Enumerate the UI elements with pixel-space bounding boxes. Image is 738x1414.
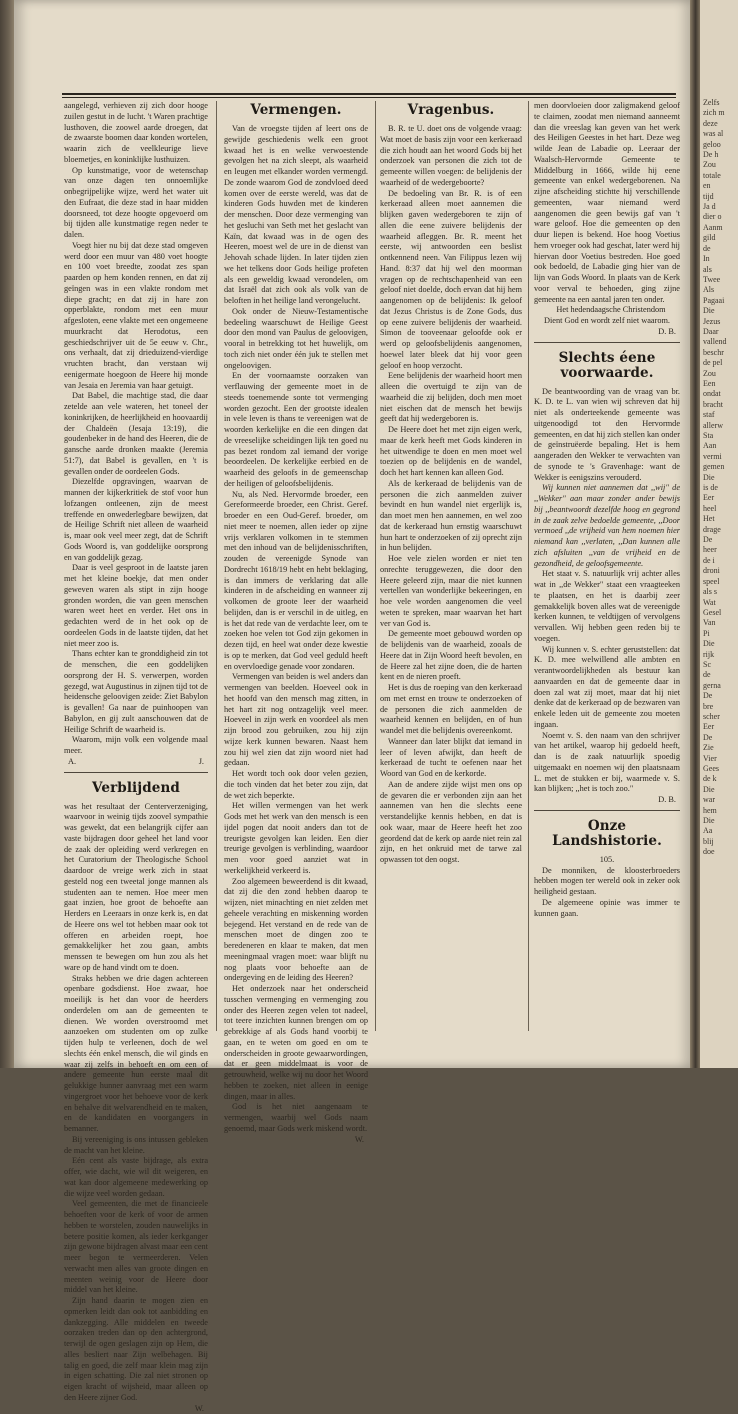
- adjacent-page-line: rijk: [700, 650, 738, 660]
- signature-left: A.: [68, 757, 76, 768]
- adjacent-page-line: Die: [700, 306, 738, 316]
- article-paragraph: Veel gemeenten, die met de financieele behoeften voor de kerk of voor de armen hebben te worstelen, zouden nauwelijks in betere positie komen, als ieder kerkganger zijn gewone bijdragen alvast maar een cent meer begon te vermeerderen. Velen verwacht men alles van groote dingen en meenten weinig voor de Heere door middel van het kleine.: [64, 1199, 208, 1296]
- article-paragraph: De bedoeling van Br. R. is of een kerkeraad alleen moet aannemen die blijken gaven wedergeboren te zijn of allen die eene zuivere belijdenis der waarheid afleggen. Br. R. meent het eerste, wij antwoorden een beslist ontkennend neen. Van Filippus lezen wij Hand. 8:37 dat hij wel den moorman vragen op de rechtschapenheid van een geloof niet doelde, doch ervan dat hij hem aangenomen op de belijdenis: Ik geloof dat Jezus Christus is de Zone Gods, dus op eene zuivere belijdenis der waarheid. Simon de tooveenaar geloofde ook er werd op geloofsbelijdenis aangenomen, hoewel later bleek dat hij voor geen geloof en hoop verzocht.: [380, 189, 522, 372]
- column-rule: [216, 101, 217, 1031]
- adjacent-page-line: als s: [700, 587, 738, 597]
- adjacent-page-line: Pagaai: [700, 296, 738, 306]
- article-paragraph: Aan de andere zijde wijst men ons op de gevaren die er verbonden zijn aan het aannemen van hen die slechts eene verstandelijke kennis hebben, en dat is ook waar, maar de Heere heeft het zoo geordend dat de kerk op aarde niet rein zal zijn, en het onkruid met de tarwe zal opwassen tot den oogst.: [380, 780, 522, 866]
- adjacent-page-line: Een: [700, 379, 738, 389]
- article-paragraph: Het is dus de roeping van den kerkeraad om met ernst en trouw te onderzoeken of de personen die zich aanmelden de waarheid kennen en belijden, en of hun wandel met die belijdenis overeenkomt.: [380, 683, 522, 737]
- adjacent-page-line: staf: [700, 410, 738, 420]
- adjacent-page-line: en: [700, 181, 738, 191]
- article-paragraph: Diezelfde opgravingen, waarvan de mannen der kijkerkritiek de stof voor hun lofzangen ontleenen, zijn de meest treffende en onwederlegbare bewijzen, dat de Heilige Schrift niet alleen de waarheid is, maar ook veel meer zegt, dat de Schrift Gods Woord is, van goddelijke oorsprong en van goddelijk gezag.: [64, 477, 208, 563]
- article-paragraph: Wanneer dan later blijkt dat iemand in leer of leven afwijkt, dan heeft de kerkeraad de tucht te oefenen naar het Woord van God en de kerkorde.: [380, 737, 522, 780]
- adjacent-page-line: Aan: [700, 441, 738, 451]
- adjacent-page-line: De: [700, 691, 738, 701]
- adjacent-page-line: de: [700, 244, 738, 254]
- adjacent-page-line: Die: [700, 816, 738, 826]
- adjacent-page-line: de: [700, 670, 738, 680]
- article-heading: Vermengen.: [224, 101, 368, 124]
- article-paragraph: Noemt v. S. den naam van den schrijver van het artikel, waarop hij gedoeld heeft, dan is de zaak natuurlijk spoedig uitgemaakt en noemen wij den plaatsnaam L. met de stukken er bij, waarmede v. S. kan blijken; ,,het is toch zoo.": [534, 731, 680, 796]
- column-3: [380, 101, 522, 866]
- article-paragraph: Zijn hand daarin te mogen zien en opmerken leidt dan ook tot aanbidding en dankzegging. Alle middelen en tweede oorzaken treden dan op den achtergrond, terwijl de ogen geslagen zijn op Hem, die alles besliert naar Zijn welbehagen. Bij talig en goed, die zelf maar klein mag zijn in eigen schatting. Die zal niet stronen op eigen kracht of wijsheid, maar alleen op den Heere zijner God.: [64, 1296, 208, 1404]
- adjacent-page-line: bre: [700, 702, 738, 712]
- article-paragraph: Wij kunnen niet aannemen dat ,,wij" de ,,Wekker" aan maar zonder ander bewijs bij ,,beantwoordt dezelfde hoog en gegrond in de zaak zelve bedoelde gemeente, ,,Door vermoed ,,de vrijheid van hem noemen hier niemand kan ,,verlaten, ,,Dan kunnen alle zich afsluiten ,,van de vrijheid en de gezondheid, de geloofsgemeente.: [534, 483, 680, 569]
- verblijdend-article: [64, 779, 208, 1414]
- adjacent-page-line: Die: [700, 639, 738, 649]
- adjacent-page-line: Het: [700, 514, 738, 524]
- signature: [64, 757, 208, 768]
- adjacent-page-line: heel: [700, 504, 738, 514]
- adjacent-page-line: Vier: [700, 754, 738, 764]
- article-heading: Onze Landshistorie.: [534, 817, 680, 855]
- adjacent-page-line: Zie: [700, 743, 738, 753]
- article-paragraph: Voegt hier nu bij dat deze stad omgeven werd door een muur van 480 voet hoogte en 100 voet breedte, zoodat zes span paarden op hem konden rennen, en dat zij geïngen was in een vlakte rondom met diepe gracht; en dat zij in hare zon opperblakte, rondom met een muur afgesloten, eene vlakte met een ongemeene muurkracht dat Herodotus, een geschiedschrijver uit de 5e eeuw v. Chr., ons verhaalt, dat zij drieduizend-vierdige vruchten bracht, dan verstaan wij eenigermate hoegoon de Heere hij monde van Jesaia en Jeremia van haar getuigt.: [64, 241, 208, 392]
- adjacent-page-line: allerw: [700, 421, 738, 431]
- adjacent-page-line: de i: [700, 556, 738, 566]
- installment-number: 105.: [534, 855, 680, 866]
- article-paragraph: Daar is veel gesproot in de laatste jaren met het kleine boekje, dat men onder geweven waren als stipt in zijn hooge gronden worden, die van geen menschen waren weet heet en verder. Het ons in gedachten werd de in het ook op de oordeelen Gods in de laatste tijden, dat het niet meer zoo is.: [64, 563, 208, 649]
- article-separator: [534, 342, 680, 343]
- column-rule: [528, 101, 529, 1031]
- adjacent-page-line: blij: [700, 837, 738, 847]
- adjacent-page-line: Zou: [700, 369, 738, 379]
- article-paragraph: Dat Babel, die machtige stad, die daar zetelde aan vele wateren, het toneel der koninkrijken, de heerlijkheid en hoovaardij der Chaldeën (Jesaja 13:19), die goudenbeker in de hand des Heeren, die de gansche aarde dronken maakte (Jeremia 51:7), dat Babel is gevallen, en 't is gevallen onder de oordeelen Gods.: [64, 391, 208, 477]
- adjacent-page-line: dier o: [700, 212, 738, 222]
- adjacent-page-line: In: [700, 254, 738, 264]
- article-paragraph: Van de vroegste tijden af leert ons de gewijde geschiedenis welk een groot kwaad het is en welke verwoestende gevolgen het na zich sleept, als waarheid en leugen met elkander worden vermengd. De zonde waarom God de zondvloed deed komen over de eerste wereld, was dat de kinderen Gods huwden met de kinderen der menschen. Door deze vermenging van het gesluchi van Seth met het geslacht van Kaïn, dat kwaad was in de ogen des Heeren, moest wel de ure in de dienst van Jehovah schade lijden. In later tijden zien we het telkens door Gods heilige profeten als een geweldig kwaad verondelen, om dat Israël dat zich ook als volk van de beloften in het heilige land verongelucht.: [224, 124, 368, 307]
- article-separator: [64, 772, 208, 773]
- adjacent-page-line: Zou: [700, 160, 738, 170]
- adjacent-page-line: Eer: [700, 493, 738, 503]
- adjacent-page-line: Die: [700, 473, 738, 483]
- adjacent-page-line: Die: [700, 785, 738, 795]
- adjacent-page-line: beschr: [700, 348, 738, 358]
- article-paragraph: De gemeente moet gebouwd worden op de belijdenis van de waarheid, zooals de Heere dat in Zijn Woord heeft bevolen, en de Heere zal het zijne doen, die de harten kent en de nieren proeft.: [380, 629, 522, 683]
- adjacent-page-line: is de: [700, 483, 738, 493]
- article-paragraph: Hoe vele zielen worden er niet ten onrechte teruggewezen, die door den Heere geleerd zijn, maar die niet kunnen vertellen van wonderlijke bekeeringen, en hoe vele worden aangenomen die veel weten te spreken, maar waarvan het hart ver van God is.: [380, 554, 522, 629]
- adjacent-page-line: Sta: [700, 431, 738, 441]
- article-paragraph: Eene belijdenis der waarheid hoort men alleen die overtuigd te zijn van de waarheid die zij belijden, doch men moet niet eischen dat de mensch het bewijs geeft dat hij wedergeboren is.: [380, 371, 522, 425]
- adjacent-page-line: war: [700, 795, 738, 805]
- adjacent-page-line: Als: [700, 285, 738, 295]
- adjacent-page-line: geloo: [700, 140, 738, 150]
- adjacent-page-line: de pel: [700, 358, 738, 368]
- column-1: [64, 101, 208, 1038]
- adjacent-page-line: was al: [700, 129, 738, 139]
- article-paragraph: aangelegd, verhieven zij zich door hooge zuilen gestut in de lucht. 't Waren prachtige lusthoven, die zoowel aarde droegen, dat de zwaarste boomen daar konden wortelen, waarin zich de veelkleurige lieve bloemetjes, en koninklijke lusthuizen.: [64, 101, 208, 166]
- signature: D. B.: [534, 327, 680, 338]
- adjacent-page-line: bracht: [700, 400, 738, 410]
- adjacent-page-line: Twee: [700, 275, 738, 285]
- article-paragraph: De Heere doet het met zijn eigen werk, maar de kerk heeft met Gods kinderen in het uitwendige te doen en men moet wel toezien op de belijdenis en de wandel, doch het hart kennen kan alleen God.: [380, 425, 522, 479]
- adjacent-page-line: gerna: [700, 681, 738, 691]
- article-paragraph: men doorvloeien door zaligmakend geloof te claimen, zoodat men niemand aanneemt dan die vreeslag kan geven van het werk des Heiligen Geestes in het hart. Deze weg wilde Jean de Labadie op. Leeraar der Waalsch-Hervormde Gemeente te Middelburg in 1666, wilde hij eene gemeente van enkel wedergeborenen. Na zijne afscheiding stichtte hij verschillende gemeenten, waar niemand werd aangenomen die geen bewijs gaf van 't ware geloof. Hoe die gemeenten op den duur liepen is bekend. Hoe hoog Voetius hem vroeger ook had geschat, later werd hij hiervan door Voetius bestreden. Hoe goed ook bedoeld, de Labadie ging hier van de lijn van Gods Woord. In plaats van de Kerk voor verval te behoeden, ging zijne gemeente na een aantal jaren ten onder.: [534, 101, 680, 305]
- column-rule: [375, 101, 376, 1031]
- adjacent-page-line: ondat: [700, 389, 738, 399]
- article-paragraph: Het wordt toch ook door velen gezien, die toch vinden dat het beter zou zijn, dat de wet zich beperkte.: [224, 769, 368, 801]
- header-rule-thin: [62, 97, 676, 98]
- adjacent-page-line: Wat: [700, 598, 738, 608]
- article-paragraph: Straks hebben we drie dagen achtereen openbare godsdienst. Hoe zwaar, hoe moeilijk is het dan voor de heerders onderdelen om aan de gemeenten te dienen. We worden overstroomd met aanzoeken om studenten om op zulke tijden hulp te verleenen, doch de wel slechts één enkel mensch, die wil ginds en waar zij zelfs in behoeft en om een of andere gemeente hun eerste maal dit gelukkige hunner aanvraag met een warm vingergroet voor het behoeve voor de kerk en behalve dit welvarendheid en te maken, en de kandidaten en voorgangers in bemanner.: [64, 974, 208, 1135]
- adjacent-page-line: vermi: [700, 452, 738, 462]
- adjacent-page-line: Pi: [700, 629, 738, 639]
- adjacent-page-line: zich m: [700, 108, 738, 118]
- adjacent-page-line: droni: [700, 566, 738, 576]
- article-paragraph: Het willen vermengen van het werk Gods met het werk van den mensch is een ijdel pogen dat nooit anders dan tot de treurigste gevolgen kan leiden. Een dier treurige gevolgen is verblinding, waardoor men voor goed aanziet wat in werkelijkheid verkeerd is.: [224, 801, 368, 876]
- adjacent-page-line: Gees: [700, 764, 738, 774]
- adjacent-page-line: drage: [700, 525, 738, 535]
- article-paragraph: De beantwoording van de vraag van br. K. D. te L. van wien wij schreven dat hij niet als onderteekende gemeente was uitgenoodigd tot den Hervormde gemeenten, en dat hij zich stellen kan onder de geïnstruëerde bepaling. Het is hem aangeraden den Wekker te verwachten van de synode te 's Gravenhage: want de Wekker is eenigszins verouderd.: [534, 387, 680, 484]
- adjacent-page-line: Aa: [700, 826, 738, 836]
- article-paragraph: De monniken, de kloosterbroeders hebben mogen ter wereld ook in zeker ook heiligheid gestaan.: [534, 866, 680, 898]
- column-4: [534, 101, 680, 919]
- adjacent-page-line: heer: [700, 545, 738, 555]
- article-separator: [534, 810, 680, 811]
- adjacent-page-line: als: [700, 265, 738, 275]
- adjacent-page-fragment: [700, 0, 738, 1068]
- article-heading: Vragenbus.: [380, 101, 522, 124]
- adjacent-page-line: De: [700, 733, 738, 743]
- article-paragraph: Thans echter kan te gronddigheid zin tot de menschen, die een goddelijken oorsprong der H. S. verwerpen, worden gezegd, wat Augustinus in zijnen tijd tot de heidensche geloovigen zeide: Ziet Babylon is gevallen! Ga naar de puinhoopen van Babylon, en gij zult aanschouwen dat de Heilige Schrift de waarheid is.: [64, 649, 208, 735]
- adjacent-page-line: gemen: [700, 462, 738, 472]
- article-paragraph: was het resultaat der Centerverzeniging, waarvoor in weinig tijds zoovel sympathie was gewekt, dat een belangrijk cijfer aan vaste bijdragen door geheel het land voor de zaak der opleiding werd verkregen en het Curatorium der Theologische School daardoor de vreige werk zich in staat gesteld nog een tweetal jonge mannen als studenten aan te nemen. Hoe meer men gaat inzien, hoe groot de behoefte aan Herders en Leeraars in onze kerk is, en dat de Heere ons wel tot hebben maar ook tot offeren en arbeiden roept, hoe gemakkelijker het zou gaan, ambts menssen te bewegen om hun zou als het ware op de hand vindt om te doen.: [64, 802, 208, 974]
- adjacent-page-line: scher: [700, 712, 738, 722]
- article-paragraph: Bij vereeniging is ons intussen gebleken de macht van het kleine.: [64, 1135, 208, 1157]
- adjacent-page-line: tijd: [700, 192, 738, 202]
- verse-lines: Het hedendaagsche Christendom Dient God en wordt zelf niet waarom.: [534, 305, 680, 327]
- adjacent-page-line: Eer: [700, 722, 738, 732]
- adjacent-page-line: hem: [700, 806, 738, 816]
- adjacent-page-line: Daar: [700, 327, 738, 337]
- adjacent-page-line: doe: [700, 847, 738, 857]
- signature: W.: [64, 1404, 208, 1414]
- article-heading: Slechts éene voorwaarde.: [534, 349, 680, 387]
- article-paragraph: Het staat v. S. natuurlijk vrij achter alles wat in ,,de Wekker" staat een vraagteeken te plaatsen, en het is daarbij zeer gemakkelijk boven alles wat de vereenigde kerken kunnen, te veldtijgen of vervolgens vervallen. Wij hebben geen reden bij te voegen.: [534, 569, 680, 644]
- article-paragraph: En der voornaamste oorzaken van verflauwing der gemeente moet in de steeds toenemende sonte tot vermenging worden gezocht. Een der grootste idealen in vele leven is thans te vereenigen wat de woorden kerkelijke en die een dingen dat de vreeselijke scheidingen lijk ten goed nu pas bezet rondom zal iemand der vorige beoordeelen. De kerkelijke eerbied en de waarheid des geloofs in de gemeenschap der heiligen of geloofsbelijdenis.: [224, 371, 368, 489]
- adjacent-page-line: De h: [700, 150, 738, 160]
- adjacent-page-line: De: [700, 535, 738, 545]
- article-paragraph: Als de kerkeraad de belijdenis van de personen die zich aanmelden zuiver bevindt en hun wandel niet ergerlijk is, dan moet men hen aannemen, en wel zoo dat de kerkeraad hun ernstig waarschuwt hun hart te onderzoeken of zij oprecht zijn in hun belijden.: [380, 479, 522, 554]
- article-paragraph: Nu, als Ned. Hervormde broeder, een Gereformeerde broeder, een Christ. Geref. broeder en een Oud-Geref. broeder, om niet meer te noemen, allen ieder op zijne vrijs verklaren volkomen in te stemmen met den inhoud van de belijdenisschriften, zouden de vereenigde Synode van Dordrecht 1618/19 hebt en hebt beklaging, is dan immers de verklaring dat alle kinderen in de afscheiding en wanneer zij volkomen de groote leer der waarheid belijden, dan is er verschil in de uitleg, en is het dat rede van de verdachte leer, om te zoeken hoe velen tot God zijn gekomen in dezen tijd, en heel wat onder deze kwestie is op te merken, dat God veel geduld heeft en overvloedige genade voor zondaren.: [224, 490, 368, 673]
- adjacent-page-line: totale: [700, 171, 738, 181]
- adjacent-page-line: Van: [700, 618, 738, 628]
- article-paragraph: Op kunstmatige, voor de wetenschap van onze dagen ten onnoemlijke onbegrijpelijke wijze, werd het water uit den Eufraat, die deze stad in haar midden doorsneed, tot deze hoogte opgevoerd om bij tijden alle kunstmatige regen neder te dalen.: [64, 166, 208, 241]
- article-paragraph: Het onderzoek naar het onderscheid tusschen vermenging en vermenging zou onder des Heeren zegen velen tot nadeel, tot teere inzichten kunnen brengen om op gebrekkige af als Gods hand voorbij te gaan, en te weten om goed en om te onderscheiden in groote gewaarwordingen, dat er geen middelmaat is voor de getrouwheid, welke wij nu door het Woord hebben te zoeken, niet alleen in eenige dingen, maar in alles.: [224, 984, 368, 1102]
- adjacent-page-line: Jezus: [700, 317, 738, 327]
- adjacent-page-line: Gesel: [700, 608, 738, 618]
- article-paragraph: Zoo algemeen beweerdend is dit kwaad, dat zij die den zond hebben daarop te wijzen, niet minachting en niet zelden met geheele verachting en miskenning worden bejegend. Het verstand en de rede van de menschen moet de dingen zoo te beredeneren en klaar te maken, dat men meeningmaal vragen moet: waar blijft nu nog plaats voor behoefte aan de ondergeving en de leiding des Heeren?: [224, 877, 368, 985]
- adjacent-page-line: Ja d: [700, 202, 738, 212]
- adjacent-page-line: Aanm: [700, 223, 738, 233]
- adjacent-page-line: Sc: [700, 660, 738, 670]
- header-rule: [62, 93, 676, 95]
- adjacent-page-line: speel: [700, 577, 738, 587]
- adjacent-page-line: deze: [700, 119, 738, 129]
- page-edge-left: [0, 0, 14, 1068]
- article-paragraph: Ook onder de Nieuw-Testamentische bedeeling waarschuwt de Heilige Geest door den mond van Paulus de geloovigen, vooral in betrekking tot het huwelijk, om toch zich niet onder één juk te stellen met ongeloovigen.: [224, 307, 368, 372]
- article-heading: Verblijdend: [64, 779, 208, 802]
- signature: W.: [224, 1135, 368, 1146]
- adjacent-page-line: gild: [700, 233, 738, 243]
- article-paragraph: Eén cent als vaste bijdrage, als extra offer, wie dacht, wie wil dit weigeren, en wat kan door algemeene medewerking op die wijze veel worden gedaan.: [64, 1156, 208, 1199]
- article-paragraph: God is het niet aangenaam te vermengen, waarbij wel Gods naam genoemd, maar Gods werk miskend wordt.: [224, 1102, 368, 1134]
- article-paragraph: Vermengen van beiden is wel anders dan vermengen van beelden. Hoeveel ook in het hoofd van den mensch mag zitten, in het hart zit nog ontzagelijk veel meer. Hoeveel in zijn werk en voordeel als men zijn brood zou gebruiken, zou hij zijn wijze kerk kunnen bewaren. Naast hem zou hij wel zien dat zijn woord niet had gedaan.: [224, 672, 368, 769]
- babel-article: [64, 101, 208, 768]
- adjacent-page-line: de k: [700, 774, 738, 784]
- article-paragraph: B. R. te U. doet ons de volgende vraag: Wat moet de basis zijn voor een kerkeraad die zich houdt aan het woord Gods bij het onderzoek van personen die zich tot de gemeente willen voegen: de belijdenis der waarheid of de wedergeboorte?: [380, 124, 522, 189]
- adjacent-page-line: Zelfs: [700, 0, 738, 108]
- article-paragraph: De algemeene opinie was immer te kunnen gaan.: [534, 898, 680, 920]
- article-paragraph: Wij kunnen v. S. echter geruststellen: dat K. D. mee welwillend alle ambten en verantwoordelijkheden als bestuur kan aanvaarden en dat de gemeente daar in doen zal wat zij moet, maar dat hij niet denke dat de kerkeraad op de bezwaren van enkele leden uit de gemeente zou moeten ingaan.: [534, 645, 680, 731]
- page-gutter: [690, 0, 700, 1068]
- column-2: [224, 101, 368, 1038]
- signature-right: J.: [199, 757, 204, 768]
- signature: D. B.: [534, 795, 680, 806]
- article-paragraph: Waarom, mijn volk een volgende maal meer.: [64, 735, 208, 757]
- adjacent-page-line: vallend: [700, 337, 738, 347]
